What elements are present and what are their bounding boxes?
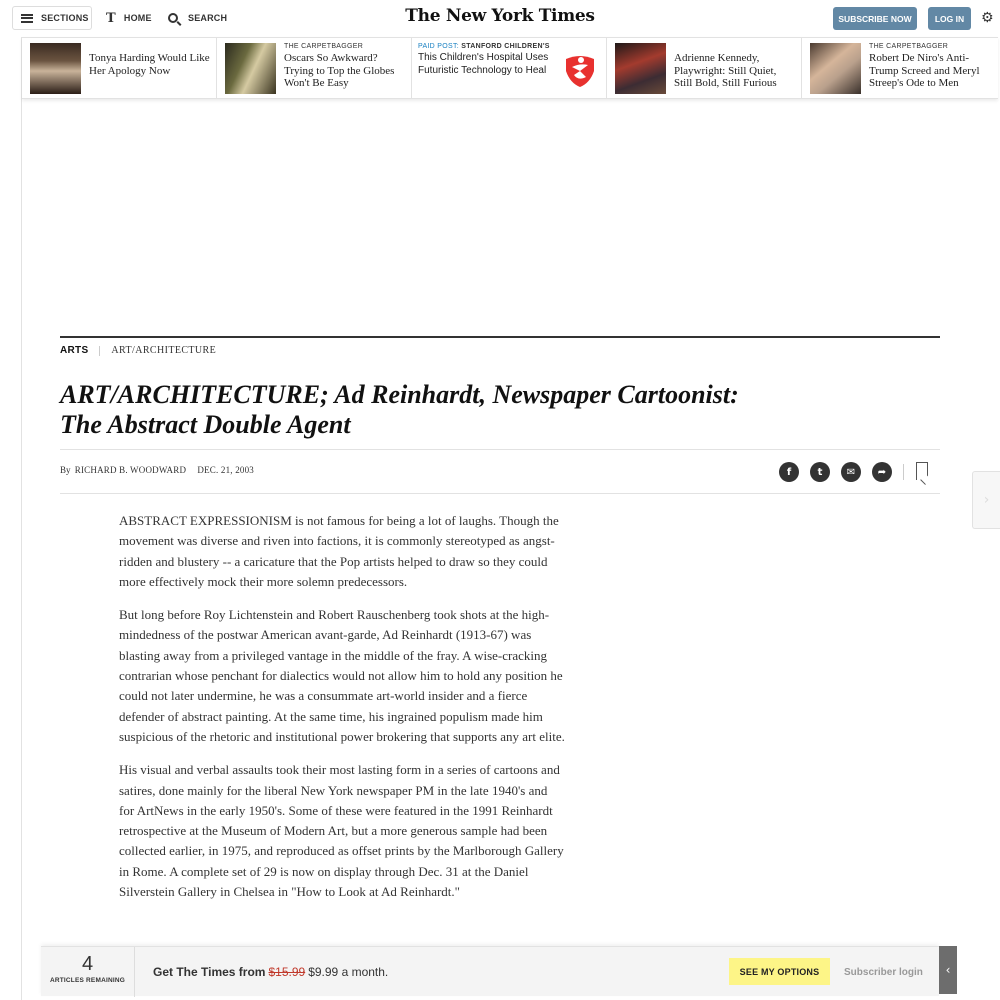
sponsor-name: STANFORD CHILDREN'S	[461, 43, 550, 50]
ribbon-item[interactable]	[802, 38, 997, 98]
sections-button[interactable]	[12, 6, 92, 30]
remaining-count: 4	[81, 953, 94, 975]
ribbon-item[interactable]	[217, 38, 412, 98]
gear-icon[interactable]: ⚙	[981, 10, 994, 26]
next-article-arrow-icon[interactable]: ›	[972, 471, 1000, 529]
article-headline: ART/ARCHITECTURE; Ad Reinhardt, Newspaper Cartoonist: The Abstract Double Agent	[60, 380, 739, 439]
story-ribbon	[22, 37, 998, 99]
nyt-logo[interactable]: The New York Times	[405, 6, 595, 26]
offer-text	[153, 965, 388, 979]
ribbon-headline: This Children's Hospital Uses Futuristic Technology to Heal	[418, 52, 549, 76]
ribbon-headline: Robert De Niro's Anti-Trump Screed and Meryl Streep's Ode to Men	[869, 52, 980, 89]
search-label: SEARCH	[188, 13, 228, 23]
articles-remaining	[41, 947, 135, 997]
paid-post-label: PAID POST:	[418, 43, 459, 50]
search-icon	[168, 13, 178, 23]
author-name[interactable]: RICHARD B. WOODWARD	[74, 465, 187, 475]
email-share-icon[interactable]: ✉	[841, 462, 861, 482]
login-button[interactable]: LOG IN	[928, 7, 971, 30]
ribbon-item[interactable]	[22, 38, 217, 98]
ribbon-headline: Tonya Harding Would Like Her Apology Now	[89, 52, 210, 77]
bookmark-icon[interactable]	[916, 462, 928, 480]
article-paragraph: His visual and verbal assaults took their most lasting form in a series of cartoons and satires, done mainly for the liberal New York newspaper PM in the late 1940's and for ArtNews in the early 1950's. Some of these were featured in the 1991 Reinhardt retrospective at the Museum of Modern Art, but a more generous sample had been collected earlier, in 1975, and reproduced as offset prints by the Marlborough Gallery in Rome. A complete set of 29 is now on display through Dec. 31 at the Daniel Silverstein Gallery in Chelsea in "How to Look at Ad Reinhardt."	[119, 762, 564, 900]
subscribe-button[interactable]: SUBSCRIBE NOW	[833, 7, 917, 30]
byline-prefix: By	[60, 465, 71, 475]
twitter-share-icon[interactable]: t	[810, 462, 830, 482]
ribbon-headline: Oscars So Awkward? Trying to Top the Globes Won't Be Easy	[284, 52, 395, 89]
old-price: $15.99	[268, 965, 306, 979]
breadcrumb	[60, 345, 216, 356]
offer-suffix: a month.	[341, 965, 389, 979]
ribbon-item[interactable]	[607, 38, 802, 98]
ribbon-thumbnail	[615, 43, 666, 94]
masthead	[0, 0, 1000, 37]
home-label: HOME	[123, 13, 152, 23]
ribbon-kicker	[418, 43, 558, 50]
stanford-childrens-logo-icon	[560, 49, 600, 89]
search-button[interactable]	[168, 6, 227, 30]
more-share-icon[interactable]: ➦	[872, 462, 892, 482]
ribbon-item-paid-post[interactable]	[412, 38, 607, 98]
article-body	[119, 511, 565, 915]
ribbon-thumbnail	[30, 43, 81, 94]
byline-row	[60, 449, 940, 494]
nyt-t-icon: T	[106, 10, 116, 26]
offer-prefix: Get The Times from	[153, 965, 266, 979]
home-button[interactable]	[106, 6, 152, 30]
article-paragraph: ABSTRACT EXPRESSIONISM is not famous for being a lot of laughs. Though the movement was diverse and riven into factions, it is commonly stereotyped as angst-ridden and blustery -- a caricature that the Pop artists helped to draw so they could more effectively mock their more solemn predecessors.	[119, 513, 559, 589]
byline	[60, 465, 254, 475]
article-paragraph: But long before Roy Lichtenstein and Robert Rauschenberg took shots at the high-mindedness of the postwar American avant-garde, Ad Reinhardt (1913-67) was blasting away from a privileged vantage in the middle of the fray. A wise-cracking contrarian whose penchant for dialectics would not allow him to hold any position he could not later undermine, he was a consummate art-world insider and a fierce defender of abstract painting. At the same time, his ingrained populism made him suspicious of the rhetoric and institutional power brokering that supports any art elite.	[119, 607, 565, 744]
share-divider	[903, 464, 904, 480]
remaining-label: ARTICLES REMAINING	[49, 977, 126, 984]
section-link-arts[interactable]: ARTS	[60, 345, 89, 356]
ribbon-headline: Adrienne Kennedy, Playwright: Still Quiet, Still Bold, Still Furious	[674, 52, 777, 89]
paywall-bar	[41, 946, 939, 996]
facebook-share-icon[interactable]: f	[779, 462, 799, 482]
subsection-link[interactable]: ART/ARCHITECTURE	[111, 345, 217, 356]
collapse-chevron-icon[interactable]: ‹	[939, 946, 957, 994]
see-options-button[interactable]: SEE MY OPTIONS	[729, 958, 830, 985]
ribbon-kicker: THE CARPETBAGGER	[869, 43, 949, 50]
new-price: $9.99	[308, 965, 339, 979]
sections-label: SECTIONS	[41, 13, 89, 23]
section-rule	[60, 336, 940, 338]
ribbon-kicker: THE CARPETBAGGER	[284, 43, 364, 50]
ribbon-thumbnail	[225, 43, 276, 94]
subscriber-login-link[interactable]: Subscriber login	[844, 967, 923, 978]
breadcrumb-divider	[99, 346, 100, 356]
left-rail	[0, 0, 22, 1000]
publish-date: DEC. 21, 2003	[197, 465, 255, 475]
ribbon-thumbnail	[810, 43, 861, 94]
hamburger-icon	[21, 14, 33, 23]
